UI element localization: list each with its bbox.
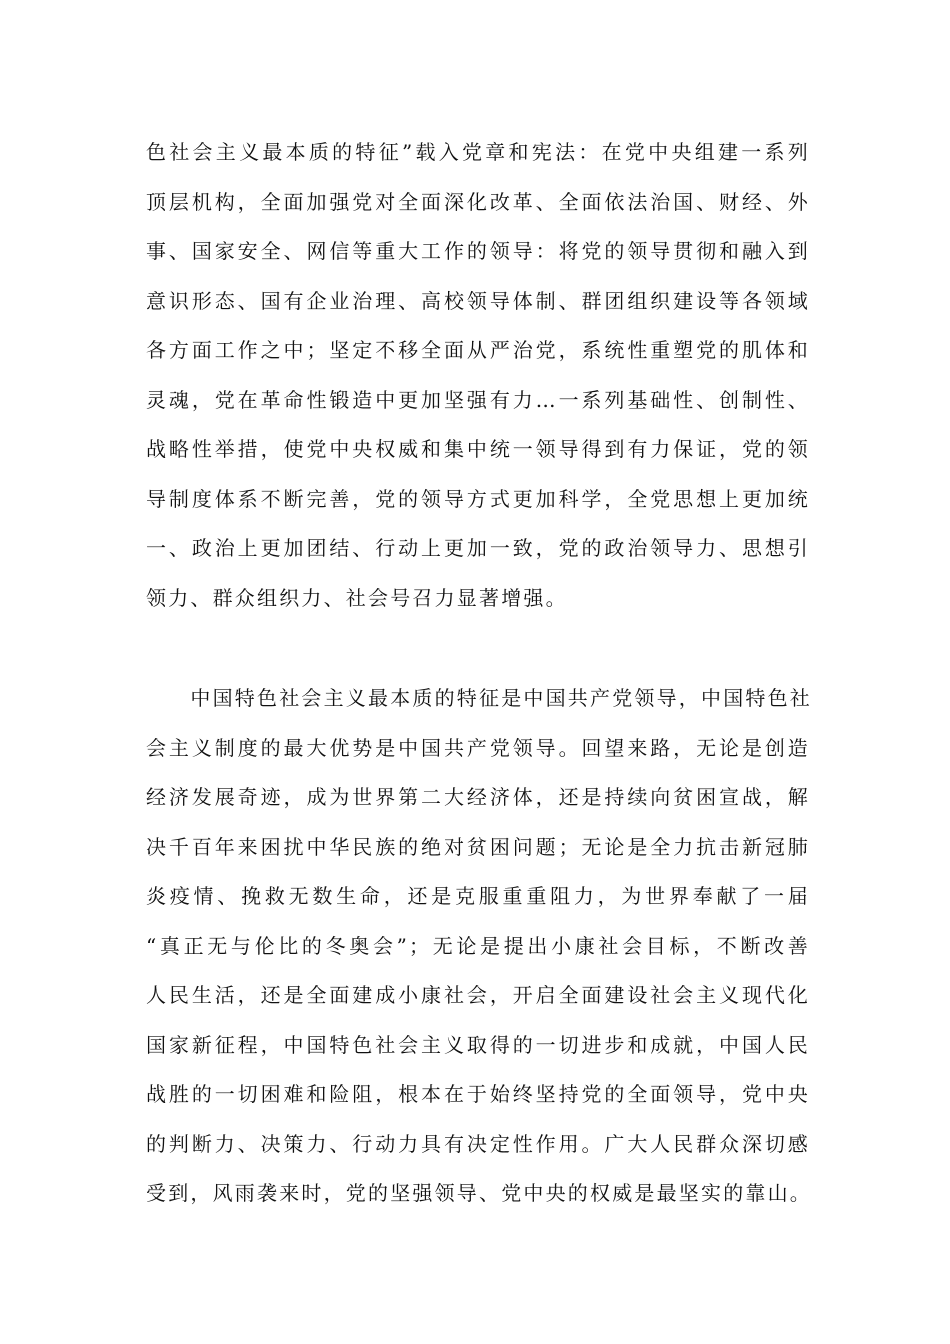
text-line: 的判断力、决策力、行动力具有决定性作用。广大人民群众深切感 bbox=[146, 1131, 810, 1156]
text-line: 一、政治上更加团结、行动上更加一致，党的政治领导力、思想引 bbox=[146, 536, 810, 560]
text-line: 各方面工作之中；坚定不移全面从严治党，系统性重塑党的肌体和 bbox=[146, 338, 810, 362]
paragraph-2 bbox=[146, 674, 810, 1219]
text-line: 受到，风雨袭来时，党的坚强领导、党中央的权威是最坚实的靠山。 bbox=[146, 1181, 812, 1205]
text-line: 导制度体系不断完善，党的领导方式更加科学，全党思想上更加统 bbox=[146, 486, 810, 511]
text-line: 炎疫情、挽救无数生命，还是克服重重阻力，为世界奉献了一届 bbox=[146, 884, 810, 908]
text-line: 经济发展奇迹，成为世界第二大经济体，还是持续向贫困宣战，解 bbox=[146, 785, 810, 809]
text-line: 顶层机构，全面加强党对全面深化改革、全面依法治国、财经、外 bbox=[146, 189, 810, 214]
paragraph-1 bbox=[146, 128, 810, 623]
text-line: 战略性举措，使党中央权威和集中统一领导得到有力保证，党的领 bbox=[146, 437, 810, 461]
text-line: 战胜的一切困难和险阻，根本在于始终坚持党的全面领导，党中央 bbox=[146, 1082, 810, 1106]
text-line: 色社会主义最本质的特征”载入党章和宪法：在党中央组建一系列 bbox=[146, 140, 810, 164]
text-line: 意识形态、国有企业治理、高校领导体制、群团组织建设等各领域 bbox=[146, 288, 810, 313]
text-line: 中国特色社会主义最本质的特征是中国共产党领导，中国特色社 bbox=[146, 686, 812, 710]
text-line: 事、国家安全、网信等重大工作的领导：将党的领导贯彻和融入到 bbox=[146, 239, 810, 263]
text-line: 人民生活，还是全面建成小康社会，开启全面建设社会主义现代化 bbox=[146, 983, 810, 1007]
text-line: 灵魂，党在革命性锻造中更加坚强有力…一系列基础性、创制性、 bbox=[146, 387, 810, 412]
text-line: 会主义制度的最大优势是中国共产党领导。回望来路，无论是创造 bbox=[146, 735, 810, 760]
text-line: 领力、群众组织力、社会号召力显著增强。 bbox=[146, 585, 568, 610]
text-line: 国家新征程，中国特色社会主义取得的一切进步和成就，中国人民 bbox=[146, 1032, 810, 1057]
text-line: 决千百年来困扰中华民族的绝对贫困问题；无论是全力抗击新冠肺 bbox=[146, 834, 810, 859]
text-line: “真正无与伦比的冬奥会”；无论是提出小康社会目标，不断改善 bbox=[146, 933, 810, 958]
